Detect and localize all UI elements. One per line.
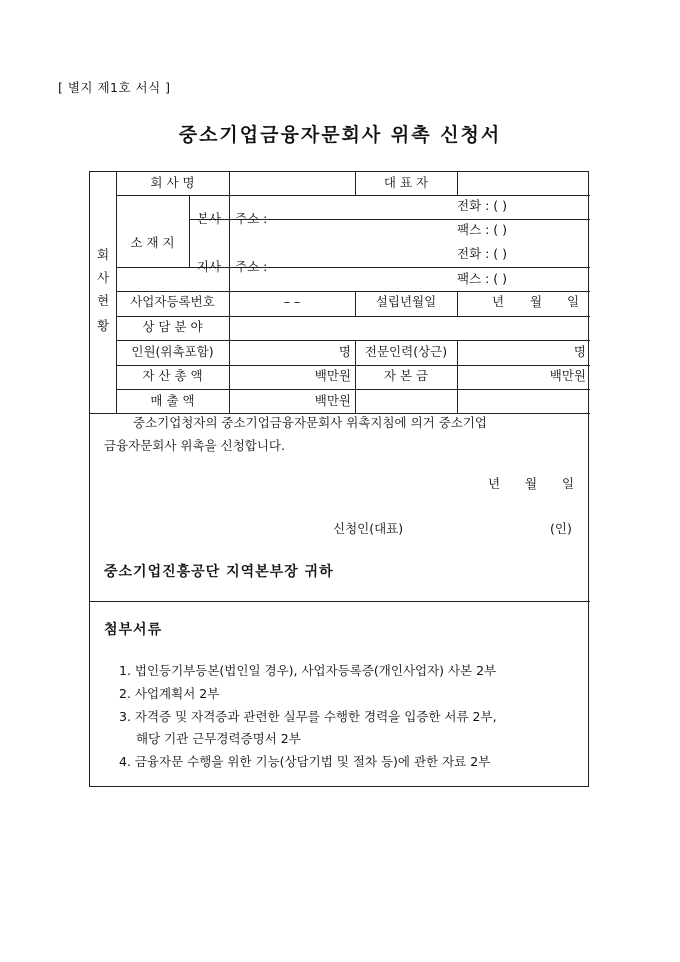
hq-address-label: 주소 : [235,211,268,226]
branch-label: 지사 [196,259,222,274]
total-assets-label: 자 산 총 액 [142,368,203,383]
representative-label: 대 표 자 [383,175,429,190]
business-registration-label: 사업자등록번호 [130,294,215,309]
company-name-label: 회 사 명 [150,175,195,190]
hq-address-field[interactable] [275,211,455,227]
branch-address-label: 주소 : [235,259,268,274]
sales-label: 매 출 액 [150,393,195,408]
sales-field[interactable]: 백만원 [314,393,351,408]
consulting-field-label: 상 담 분 야 [142,319,203,334]
representative-field[interactable] [462,175,584,191]
expert-staff-field[interactable]: 명 [573,344,586,359]
company-status-char-1: 회 [96,247,110,262]
company-status-char-3: 현 [96,293,110,308]
application-month-label[interactable]: 월 [525,476,538,491]
attachment-item-2: 2. 사업계획서 2부 [119,686,220,701]
seal-label[interactable]: (인) [550,521,572,536]
consulting-field-input[interactable] [235,319,585,335]
total-assets-field[interactable]: 백만원 [314,368,351,383]
staff-count-label: 인원(위촉포함) [131,344,214,359]
headquarters-label: 본사 [196,211,222,226]
hq-fax-label[interactable]: 팩스 : ( ) [457,222,508,237]
business-registration-field[interactable]: – – [283,294,301,309]
application-day-label[interactable]: 일 [562,476,575,491]
addressee: 중소기업진흥공단 지역본부장 귀하 [104,564,334,580]
location-label: 소 재 지 [130,235,175,250]
hq-phone-label[interactable]: 전화 : ( ) [457,198,508,213]
form-number-label: [ 별지 제1호 서식 ] [58,80,171,95]
application-year-label[interactable]: 년 [488,476,501,491]
founding-day-label[interactable]: 일 [567,294,580,309]
branch-fax-label[interactable]: 팩스 : ( ) [457,271,508,286]
attachment-item-4: 4. 금융자문 수행을 위한 기능(상담기법 및 절차 등)에 관한 자료 2부 [119,754,491,769]
company-status-char-4: 황 [96,318,110,333]
attachments-title: 첨부서류 [104,622,163,638]
capital-field[interactable]: 백만원 [549,368,586,383]
capital-label: 자 본 금 [383,368,429,383]
founding-month-label[interactable]: 월 [530,294,543,309]
attachment-item-3-continued: 해당 기관 근무경력증명서 2부 [136,731,301,746]
founding-year-label[interactable]: 년 [492,294,505,309]
company-status-char-2: 사 [96,270,110,285]
attachment-item-1: 1. 법인등기부등본(법인일 경우), 사업자등록증(개인사업자) 사본 2부 [119,663,497,678]
application-form [89,171,589,787]
company-name-field[interactable] [235,175,350,191]
founding-date-label: 설립년월일 [375,294,437,309]
staff-count-field[interactable]: 명 [338,344,351,359]
expert-staff-label: 전문인력(상근) [364,344,448,359]
document-title: 중소기업금융자문회사 위촉 신청서 [178,124,502,146]
branch-phone-label[interactable]: 전화 : ( ) [457,246,508,261]
applicant-label: 신청인(대표) [333,521,404,536]
declaration-line-2: 금융자문회사 위촉을 신청합니다. [104,438,285,453]
branch-address-field[interactable] [275,259,455,275]
declaration-line-1: 중소기업청자의 중소기업금융자문회사 위촉지침에 의거 중소기업 [133,415,487,430]
attachment-item-3: 3. 자격증 및 자격증과 관련한 실무를 수행한 경력을 입증한 서류 2부, [119,709,497,724]
